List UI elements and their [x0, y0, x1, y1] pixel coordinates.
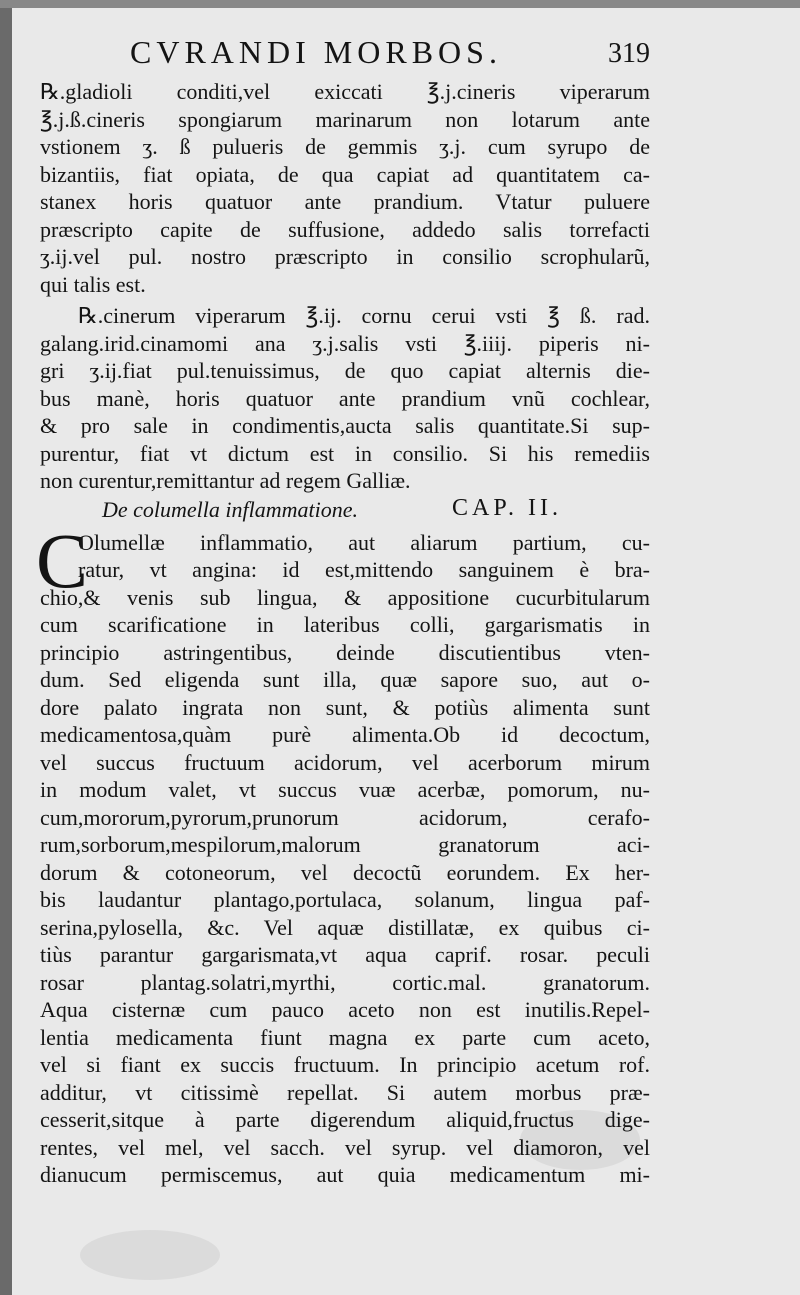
- chapter-title: De columella inflammatione.: [102, 496, 359, 522]
- text-line: dorum & cotoneorum, vel decoctũ eorundem. Ex her-: [40, 859, 650, 885]
- text-line: medicamentosa,quàm purè alimenta.Ob id decoctum,: [40, 722, 650, 747]
- chapter-heading: [40, 494, 650, 529]
- text-line: vel si fiant ex succis fructuum. In principio acetum rof.: [40, 1052, 650, 1077]
- text-line: lentia medicamenta fiunt magna ex parte cum aceto,: [40, 1024, 650, 1050]
- text-line: serina,pylosella, &c. Vel aquæ distillatæ, ex quibus ci-: [40, 914, 650, 940]
- text-line: ratur, vt angina: id est,mittendo sanguinem è bra-: [78, 557, 650, 582]
- text-line: dore palato ingrata non sunt, & potiùs alimenta sunt: [40, 694, 650, 720]
- text-line: non curentur,remittantur ad regem Galliæ.: [40, 468, 411, 493]
- text-line: ʒ.ij.vel pul. nostro præscripto in consilio scrophularũ,: [40, 244, 650, 269]
- text-line: chio,& venis sub lingua, & appositione cucurbitularum: [40, 584, 650, 610]
- text-line: Aqua cisternæ cum pauco aceto non est inutilis.Repel-: [40, 997, 650, 1022]
- text-line: cum scarificatione in lateribus colli, gargarismatis in: [40, 612, 650, 637]
- text-line: rum,sorborum,mespilorum,malorum granatorum aci-: [40, 832, 650, 857]
- page-top-edge: [0, 0, 800, 8]
- paragraph-recipe-2: [40, 302, 650, 495]
- text-line: principio astringentibus, deinde discutientibus vten-: [40, 639, 650, 665]
- text-line: galang.irid.cinamomi ana ʒ.j.salis vsti ℥.iiij. piperis ni-: [40, 330, 650, 356]
- text-line: ℥.j.ß.cineris spongiarum marinarum non lotarum ante: [40, 106, 650, 132]
- text-line: gri ʒ.ij.fiat pul.tenuissimus, de quo capiat alternis die-: [40, 358, 650, 383]
- text-line: ℞.cinerum viperarum ℥.ij. cornu cerui vsti ℥ ß. rad.: [78, 303, 650, 328]
- text-line: tiùs parantur gargarismata,vt aqua caprif. rosar. peculi: [40, 942, 650, 967]
- text-line: rosar plantag.solatri,myrthi, cortic.mal. granatorum.: [40, 969, 650, 995]
- text-line: ℞.gladioli conditi,vel exiccati ℥.j.cineris viperarum: [40, 79, 650, 104]
- text-line: Olumellæ inflammatio, aut aliarum partium, cu-: [78, 529, 650, 555]
- page-binding-shadow: [0, 0, 12, 1295]
- text-line: dianucum permiscemus, aut quia medicamentum mi-: [40, 1162, 650, 1187]
- paper-stain: [80, 1230, 220, 1280]
- text-line: rentes, vel mel, vel sacch. vel syrup. vel diamoron, vel: [40, 1134, 650, 1160]
- text-line: stanex horis quatuor ante prandium. Vtatur puluere: [40, 189, 650, 214]
- text-line: qui talis est.: [40, 271, 146, 297]
- chapter-body: [36, 516, 650, 1189]
- text-line: vstionem ʒ. ß pulueris de gemmis ʒ.j. cum syrupo de: [40, 134, 650, 159]
- text-line: additur, vt citissimè repellat. Si autem morbus præ-: [40, 1079, 650, 1105]
- running-head: [40, 30, 650, 78]
- text-line: bis laudantur plantago,portulaca, solanum, lingua paf-: [40, 887, 650, 912]
- text-line: cum,mororum,pyrorum,prunorum acidorum, cerafo-: [40, 804, 650, 830]
- text-line: vel succus fructuum acidorum, vel acerborum mirum: [40, 749, 650, 775]
- text-block: [36, 30, 650, 1189]
- text-line: bus manè, horis quatuor ante prandium vnũ cochlear,: [40, 385, 650, 411]
- text-line: purentur, fiat vt dictum est in consilio. Si his remediis: [40, 440, 650, 466]
- text-line: & pro sale in condimentis,aucta salis quantitate.Si sup-: [40, 413, 650, 438]
- text-line: cesserit,sitque à parte digerendum aliquid,fructus dige-: [40, 1107, 650, 1132]
- page-number: 319: [608, 38, 650, 69]
- paragraph-recipe-1: [40, 78, 650, 298]
- running-title: CVRANDI MORBOS.: [130, 34, 502, 70]
- text-line: in modum valet, vt succus vuæ acerbæ, pomorum, nu-: [40, 777, 650, 802]
- text-line: bizantiis, fiat opiata, de qua capiat ad quantitatem ca-: [40, 161, 650, 187]
- drop-cap: C: [36, 516, 89, 604]
- text-line: præscripto capite de suffusione, addedo salis torrefacti: [40, 216, 650, 242]
- chapter-label: CAP. II.: [452, 494, 563, 521]
- text-line: dum. Sed eligenda sunt illa, quæ sapore suo, aut o-: [40, 667, 650, 692]
